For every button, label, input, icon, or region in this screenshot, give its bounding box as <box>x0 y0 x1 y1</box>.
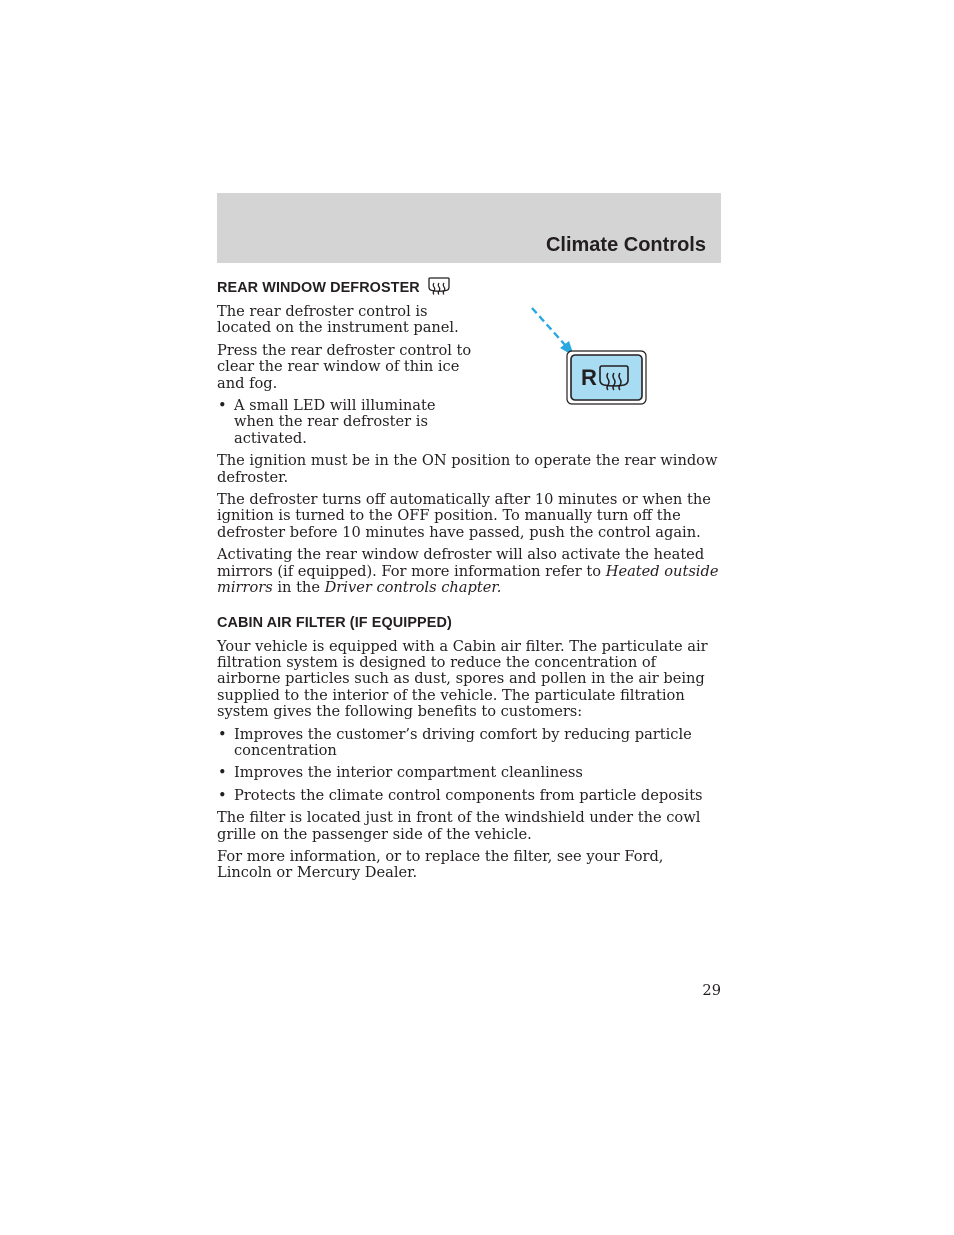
paragraph: The filter is located just in front of the windshield under the cowl grille on the passenger side of the vehicle. <box>217 809 701 843</box>
main-content <box>217 277 721 888</box>
page-title: Climate Controls <box>545 234 706 256</box>
paragraph: The rear defroster control is located on the instrument panel. <box>217 303 459 337</box>
section-heading-cabin-air-filter: CABIN AIR FILTER (IF EQUIPPED) <box>217 614 452 631</box>
paragraph: The defroster turns off automatically after 10 minutes or when the ignition is turned to the OFF position. To manually turn off the defroster before 10 minutes have passed, push the control again. <box>217 491 711 541</box>
reference-heated-outside-mirrors: Heated outside mirrors <box>217 562 719 597</box>
list-item: • Improves the interior compartment cleanliness <box>217 765 721 781</box>
reference-driver-controls-chapter: Driver controls chapter. <box>324 579 502 597</box>
header-band <box>217 193 721 263</box>
rear-defrost-icon <box>428 277 450 295</box>
paragraph: Your vehicle is equipped with a Cabin air filter. The particulate air filtration system is designed to reduce the concentration of airborne particles such as dust, spores and pollen in the air being supplied to the interior of the vehicle. The particulate filtration system gives the following benefits to customers: <box>217 637 708 721</box>
list-item: • Improves the customer’s driving comfort by reducing particle concentration <box>217 727 721 760</box>
bullet-list <box>217 727 721 805</box>
bullet-list <box>217 398 472 447</box>
section-heading-rear-window-defroster: REAR WINDOW DEFROSTER <box>217 277 721 297</box>
paragraph: The ignition must be in the ON position to operate the rear window defroster. <box>217 452 718 486</box>
paragraph: Press the rear defroster control to clear the rear window of thin ice and fog. <box>217 341 472 392</box>
button-letter: R <box>581 365 597 390</box>
page-number: 29 <box>702 982 721 999</box>
list-item: • Protects the climate control components from particle deposits <box>217 788 721 804</box>
list-item: • A small LED will illuminate when the rear defroster is activated. <box>217 398 472 447</box>
paragraph: Activating the rear window defroster will also activate the heated mirrors (if equipped). For more information refer to Heated outside mirrors in the Driver controls chapter. <box>217 546 719 597</box>
paragraph: For more information, or to replace the filter, see your Ford, Lincoln or Mercury Dealer. <box>217 847 664 882</box>
